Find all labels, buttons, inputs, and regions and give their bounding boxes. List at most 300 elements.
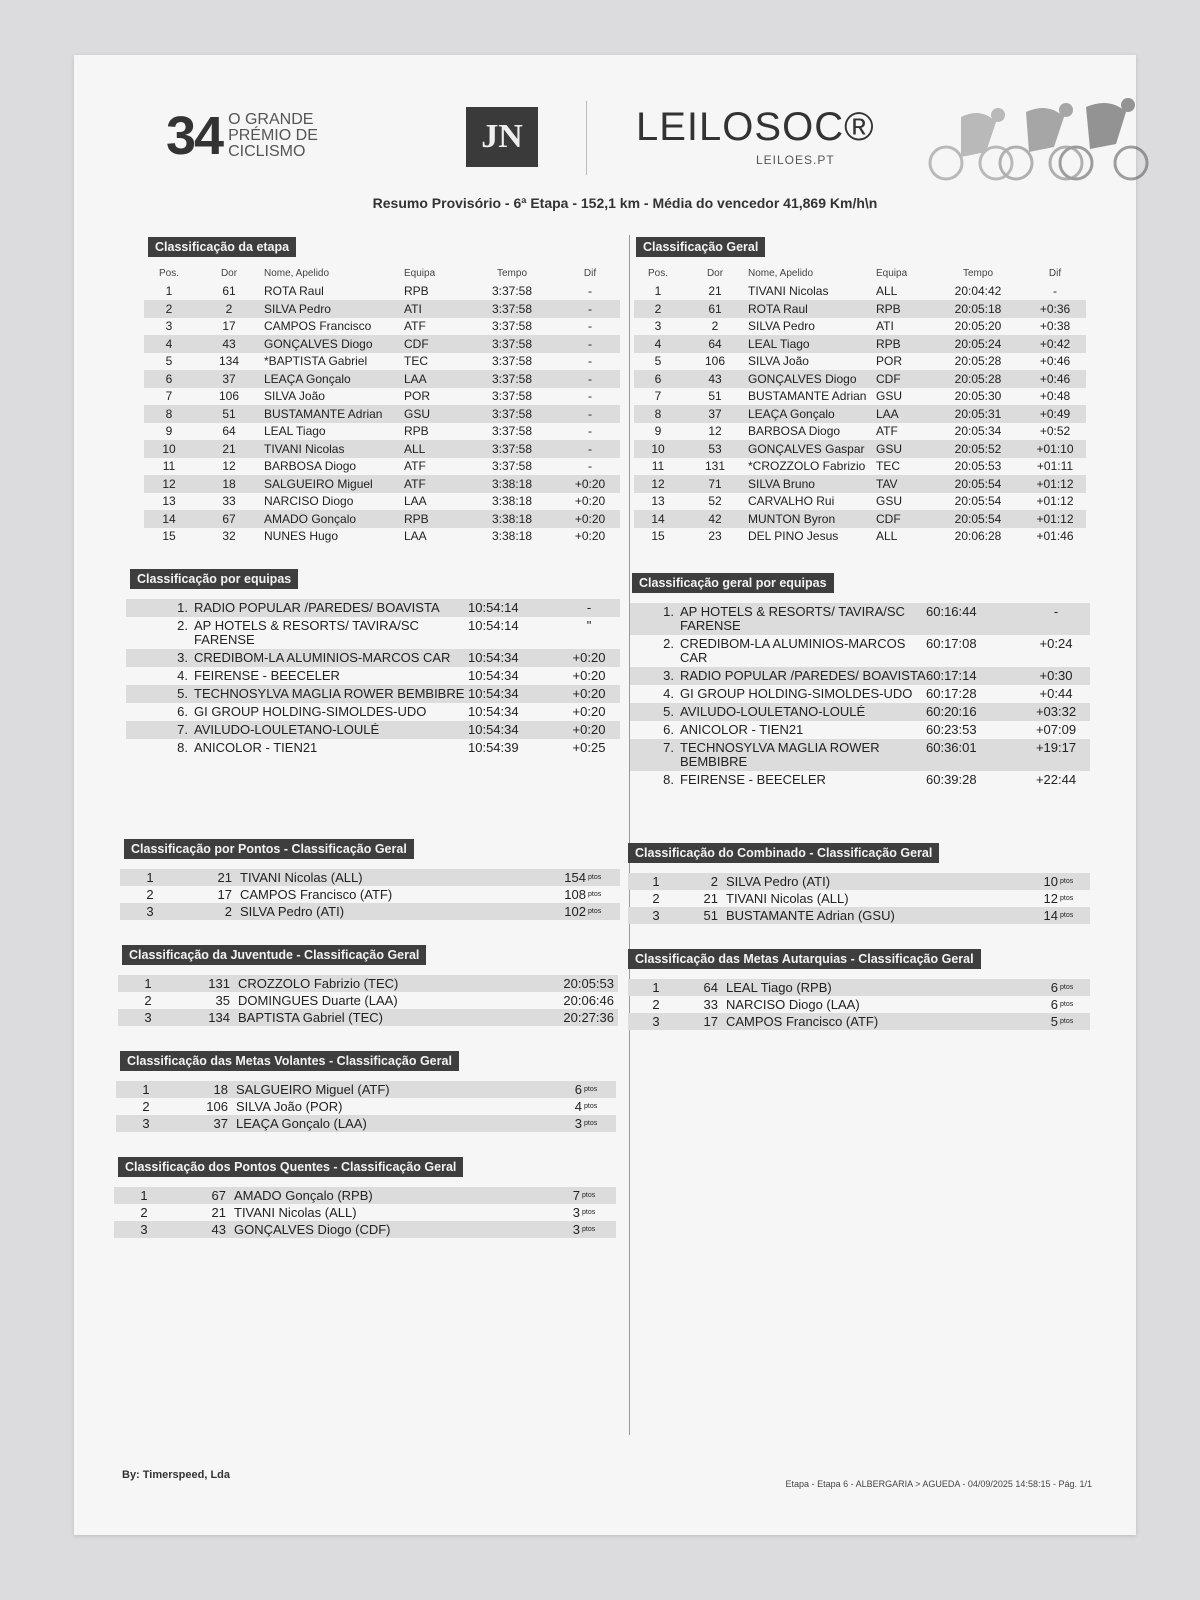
table-row [634,283,1086,301]
diff-cell: +0:49 [1039,406,1071,421]
bib-cell: 131 [208,976,230,991]
diff-cell: +01:46 [1036,529,1074,544]
table-row [634,388,1086,406]
bib-cell: 43 [708,371,722,386]
table-row [634,405,1086,423]
rider-name-cell: LEAÇA Gonçalo (LAA) [236,1116,367,1131]
bib-cell: 37 [708,406,722,421]
team-cell: ATF [876,424,898,439]
table-row [114,1187,616,1204]
rider-name-cell: ROTA Raul [748,301,808,316]
time-cell: 10:54:34 [468,651,519,665]
table-row [634,493,1086,511]
time-cell: 3:37:58 [491,284,533,299]
time-cell: 20:05:24 [954,336,1002,351]
diff-cell: +01:11 [1036,459,1074,474]
value-cell: 6 [1050,997,1058,1012]
diff-cell: +03:32 [1035,705,1077,719]
unit-cell: ptos [588,908,602,915]
rider-name-cell: TIVANI Nicolas (ALL) [234,1205,357,1220]
race-logo-number: 34 [166,106,223,166]
team-cell: TAV [876,476,898,491]
pos-cell: 7 [165,389,173,404]
rider-name-cell: NARCISO Diogo (LAA) [726,997,860,1012]
rank-cell: 1. [663,605,674,619]
time-cell: 20:05:20 [954,319,1002,334]
rider-name-cell: SILVA João [748,354,809,369]
diff-cell: +0:20 [572,723,606,737]
team-cell: RPB [404,511,429,526]
table-row [118,975,618,992]
value-cell: 20:27:36 [563,1010,614,1025]
table-row [118,992,618,1009]
team-cell: RPB [876,336,901,351]
rank-cell: 5. [663,705,674,719]
rider-name-cell: NARCISO Diogo [264,494,354,509]
rank-cell: 3. [663,669,674,683]
header-rider-name: Nome, Apelido [748,268,814,280]
table-row [628,1013,1090,1030]
footer-credit: By: Timerspeed, Lda [122,1469,230,1481]
pos-cell: 10 [162,441,176,456]
table-row [628,996,1090,1013]
rider-name-cell: BUSTAMANTE Adrian [264,406,383,421]
pos-cell: 5 [654,354,662,369]
time-cell: 3:37:58 [491,301,533,316]
diff-cell: +19:17 [1035,741,1077,755]
table-row [144,353,620,371]
unit-cell: ptos [1060,912,1074,919]
bib-cell: 23 [708,529,722,544]
bib-cell: 17 [222,319,236,334]
time-cell: 3:37:58 [491,389,533,404]
team-row [630,721,1090,739]
points-title: Classificação por Pontos - Classificação Geral [124,839,414,859]
team-row [630,667,1090,685]
pos-cell: 3 [144,1010,152,1025]
diff-cell: +0:44 [1039,687,1073,701]
pos-cell: 1 [652,874,660,889]
time-cell: 3:37:58 [491,424,533,439]
rider-name-cell: GONÇALVES Diogo (CDF) [234,1222,391,1237]
time-cell: 3:38:18 [491,494,533,509]
time-cell: 20:05:53 [954,459,1002,474]
diff-cell: - [588,319,592,334]
table-row [144,528,620,546]
rider-name-cell: SILVA Pedro (ATI) [240,904,345,919]
bib-cell: 2 [224,904,232,919]
value-cell: 6 [1050,980,1058,995]
unit-cell: ptos [582,1192,596,1199]
diff-cell: +0:20 [572,669,606,683]
stage-classification-title: Classificação da etapa [148,237,296,257]
rider-name-cell: TIVANI Nicolas (ALL) [240,870,363,885]
header-team: Equipa [404,268,436,280]
rank-cell: 5. [177,687,188,701]
table-row [634,475,1086,493]
team-cell: ATF [404,459,426,474]
time-cell: 3:37:58 [491,371,533,386]
unit-cell: ptos [588,874,602,881]
diff-cell: - [1053,284,1057,299]
pos-cell: 7 [654,389,662,404]
rider-name-cell: GONÇALVES Gaspar [748,441,865,456]
bib-cell: 17 [703,1014,718,1029]
team-cell: TEC [876,459,900,474]
team-name-cell: GI GROUP HOLDING-SIMOLDES-UDO [194,705,427,719]
rider-name-cell: BARBOSA Diogo [748,424,841,439]
team-cell: ALL [876,284,898,299]
bib-cell: 64 [708,336,722,351]
rider-name-cell: SILVA João [264,389,325,404]
pos-cell: 11 [651,459,665,474]
value-cell: 20:05:53 [563,976,614,991]
rider-name-cell: SILVA Pedro [748,319,815,334]
rider-name-cell: LEAL Tiago [264,424,326,439]
diff-cell: - [588,406,592,421]
team-row [630,603,1090,635]
pos-cell: 2 [654,301,662,316]
team-row [126,739,620,757]
table-row [144,423,620,441]
value-cell: 154 [564,870,586,885]
header-rider-name: Nome, Apelido [264,268,330,280]
team-cell: CDF [876,511,901,526]
team-name-cell: CREDIBOM-LA ALUMINIOS-MARCOS CAR [194,651,451,665]
pos-cell: 6 [165,371,173,386]
diff-cell: +0:24 [1039,637,1073,651]
pos-cell: 15 [162,529,176,544]
diff-cell: +0:38 [1039,319,1071,334]
table-row [634,510,1086,528]
value-cell: 3 [574,1116,582,1131]
table-row [114,1221,616,1238]
rank-cell: 2. [663,637,674,651]
diff-cell: +0:20 [574,511,606,526]
time-cell: 60:23:53 [926,723,977,737]
general-classification-table [634,265,1086,545]
bib-cell: 64 [703,980,718,995]
team-cell: ALL [404,441,426,456]
team-cell: POR [404,389,431,404]
team-cell: GSU [876,441,903,456]
team-name-cell: RADIO POPULAR /PAREDES/ BOAVISTA [194,601,440,615]
value-cell: 3 [572,1205,580,1220]
pos-cell: 12 [162,476,176,491]
time-cell: 20:04:42 [954,284,1002,299]
time-cell: 10:54:34 [468,705,519,719]
pos-cell: 6 [654,371,662,386]
rank-cell: 4. [177,669,188,683]
youth-table [118,975,618,1026]
pos-cell: 9 [165,424,173,439]
pos-cell: 3 [652,908,660,923]
team-row [126,599,620,617]
team-name-cell: AP HOTELS & RESORTS/ TAVIRA/SC FARENSE [194,619,419,647]
team-cell: RPB [404,284,429,299]
time-cell: 10:54:39 [468,741,519,755]
time-cell: 60:17:14 [926,669,977,683]
team-row [126,721,620,739]
rider-name-cell: *CROZZOLO Fabrizio [748,459,866,474]
results-sheet [74,55,1136,1535]
rider-name-cell: GONÇALVES Diogo [748,371,857,386]
diff-cell: +0:20 [574,476,606,491]
rider-name-cell: TIVANI Nicolas [264,441,345,456]
header-pos: Pos. [647,268,668,280]
diff-cell: +01:12 [1036,494,1074,509]
diff-cell: - [588,371,592,386]
rider-name-cell: TIVANI Nicolas [748,284,829,299]
value-cell: 7 [572,1188,580,1203]
team-cell: CDF [876,371,901,386]
rank-cell: 7. [663,741,674,755]
rider-name-cell: DEL PINO Jesus [748,529,839,544]
team-cell: POR [876,354,903,369]
diff-cell: +0:20 [572,687,606,701]
rider-name-cell: LEAÇA Gonçalo [264,371,351,386]
header-bib: Dor [220,268,238,280]
diff-cell: +0:46 [1039,354,1071,369]
autarquias-title: Classificação das Metas Autarquias - Classificação Geral [628,949,981,969]
time-cell: 20:05:54 [954,476,1002,491]
sponsor-logo-sub: LEILOES.PT [756,153,835,167]
team-name-cell: AP HOTELS & RESORTS/ TAVIRA/SC FARENSE [680,605,905,633]
diff-cell: - [588,389,592,404]
table-row [144,318,620,336]
time-cell: 20:05:18 [954,301,1002,316]
team-cell: ATI [876,319,894,334]
pos-cell: 3 [654,319,662,334]
rider-name-cell: SALGUEIRO Miguel (ATF) [236,1082,390,1097]
bib-cell: 61 [708,301,722,316]
pos-cell: 2 [146,887,154,902]
unit-cell: ptos [584,1103,598,1110]
diff-cell: +01:12 [1036,511,1074,526]
pos-cell: 2 [652,891,660,906]
bib-cell: 106 [206,1099,228,1114]
rider-name-cell: *BAPTISTA Gabriel [264,354,368,369]
time-cell: 60:39:28 [926,773,977,787]
unit-cell: ptos [1060,895,1074,902]
value-cell: 12 [1043,891,1058,906]
diff-cell: - [588,354,592,369]
bib-cell: 71 [708,476,722,491]
time-cell: 20:05:30 [954,389,1002,404]
bib-cell: 43 [222,336,236,351]
time-cell: 3:38:18 [491,529,533,544]
rider-name-cell: MUNTON Byron [748,511,836,526]
rider-name-cell: CAMPOS Francisco (ATF) [726,1014,879,1029]
pos-cell: 2 [140,1205,148,1220]
stage-classification-table [144,265,620,545]
bib-cell: 12 [708,424,722,439]
bib-cell: 21 [217,870,232,885]
unit-cell: ptos [1060,1018,1074,1025]
rank-cell: 8. [663,773,674,787]
team-cell: LAA [404,529,427,544]
bib-cell: 131 [704,459,726,474]
team-row [630,739,1090,771]
bib-cell: 21 [211,1205,226,1220]
bib-cell: 2 [710,874,718,889]
pos-cell: 1 [165,284,173,299]
diff-cell: - [588,301,592,316]
combined-table [628,873,1090,924]
team-general-table [630,603,1090,789]
diff-cell: - [588,336,592,351]
pos-cell: 1 [652,980,660,995]
bib-cell: 43 [211,1222,226,1237]
table-header [634,265,1086,283]
bib-cell: 52 [708,494,722,509]
time-cell: 60:17:08 [926,637,977,651]
header-pos: Pos. [158,268,179,280]
team-cell: CDF [404,336,429,351]
bib-cell: 18 [222,476,236,491]
youth-title: Classificação da Juventude - Classificação Geral [122,945,426,965]
unit-cell: ptos [1060,984,1074,991]
pos-cell: 8 [654,406,662,421]
diff-cell: +0:36 [1039,301,1071,316]
table-row [144,335,620,353]
quentes-table [114,1187,616,1238]
value-cell: 108 [564,887,586,902]
bib-cell: 67 [211,1188,226,1203]
table-row [628,890,1090,907]
table-row [144,493,620,511]
time-cell: 3:38:18 [491,476,533,491]
autarquias-table [628,979,1090,1030]
rider-name-cell: CARVALHO Rui [748,494,835,509]
table-row [634,440,1086,458]
time-cell: 60:17:28 [926,687,977,701]
unit-cell: ptos [584,1120,598,1127]
diff-cell: +0:52 [1039,424,1071,439]
rank-cell: 4. [663,687,674,701]
pos-cell: 1 [140,1188,148,1203]
rank-cell: 6. [663,723,674,737]
value-cell: 6 [574,1082,582,1097]
table-row [144,475,620,493]
rider-name-cell: TIVANI Nicolas (ALL) [726,891,849,906]
unit-cell: ptos [588,891,602,898]
diff-cell: - [588,441,592,456]
team-cell: ATF [404,476,426,491]
bib-cell: 134 [218,354,240,369]
time-cell: 3:37:58 [491,354,533,369]
team-name-cell: AVILUDO-LOULETANO-LOULÉ [194,723,380,737]
diff-cell: +01:10 [1036,441,1074,456]
rider-name-cell: GONÇALVES Diogo [264,336,373,351]
rider-name-cell: BUSTAMANTE Adrian (GSU) [726,908,895,923]
pos-cell: 2 [142,1099,150,1114]
team-cell: ATF [404,319,426,334]
diff-cell: - [588,284,592,299]
diff-cell: - [1053,605,1059,619]
bib-cell: 33 [222,494,236,509]
pos-cell: 3 [140,1222,148,1237]
table-header [144,265,620,283]
table-row [116,1115,616,1132]
table-row [116,1081,616,1098]
pos-cell: 3 [142,1116,150,1131]
pos-cell: 3 [146,904,154,919]
pos-cell: 15 [651,529,665,544]
table-row [628,979,1090,996]
team-row [630,703,1090,721]
bib-cell: 51 [703,908,718,923]
unit-cell: ptos [1060,878,1074,885]
team-name-cell: CREDIBOM-LA ALUMINIOS-MARCOS CAR [680,637,906,665]
rider-name-cell: CROZZOLO Fabrizio (TEC) [238,976,399,991]
pos-cell: 4 [654,336,662,351]
table-row [144,458,620,476]
table-row [634,353,1086,371]
time-cell: 60:36:01 [926,741,977,755]
table-row [120,869,620,886]
diff-cell: - [588,424,592,439]
team-name-cell: ANICOLOR - TIEN21 [680,723,804,737]
bib-cell: 134 [208,1010,230,1025]
unit-cell: ptos [1060,1001,1074,1008]
team-name-cell: GI GROUP HOLDING-SIMOLDES-UDO [680,687,913,701]
bib-cell: 51 [708,389,722,404]
rank-cell: 3. [177,651,188,665]
time-cell: 10:54:14 [468,619,519,633]
team-row [630,771,1090,789]
rider-name-cell: AMADO Gonçalo (RPB) [234,1188,373,1203]
bib-cell: 18 [213,1082,228,1097]
general-classification-title: Classificação Geral [636,237,765,257]
team-name-cell: TECHNOSYLVA MAGLIA ROWER BEMBIBRE [194,687,465,701]
rider-name-cell: ROTA Raul [264,284,324,299]
team-cell: RPB [876,301,901,316]
time-cell: 20:05:31 [954,406,1002,421]
value-cell: 10 [1043,874,1058,889]
table-row [634,423,1086,441]
header-time: Tempo [962,268,993,280]
time-cell: 10:54:34 [468,669,519,683]
pos-cell: 1 [144,976,152,991]
rank-cell: 6. [177,705,188,719]
diff-cell: +0:30 [1039,669,1073,683]
pos-cell: 1 [146,870,154,885]
team-cell: LAA [404,371,427,386]
team-row [126,617,620,649]
rider-name-cell: SILVA Bruno [748,476,815,491]
pos-cell: 14 [651,511,665,526]
table-row [634,370,1086,388]
rank-cell: 2. [177,619,188,633]
jn-logo: JN [466,107,538,167]
pos-cell: 14 [162,511,176,526]
diff-cell: +0:25 [572,741,606,755]
pos-cell: 8 [165,406,173,421]
time-cell: 60:16:44 [926,605,977,619]
table-row [144,283,620,301]
diff-cell: +0:20 [572,705,606,719]
pos-cell: 9 [654,424,662,439]
team-row [126,649,620,667]
diff-cell: +0:20 [574,529,606,544]
pos-cell: 1 [654,284,662,299]
bib-cell: 61 [222,284,236,299]
value-cell: 20:06:46 [563,993,614,1008]
rider-name-cell: SILVA João (POR) [236,1099,343,1114]
rank-cell: 8. [177,741,188,755]
pos-cell: 2 [144,993,152,1008]
